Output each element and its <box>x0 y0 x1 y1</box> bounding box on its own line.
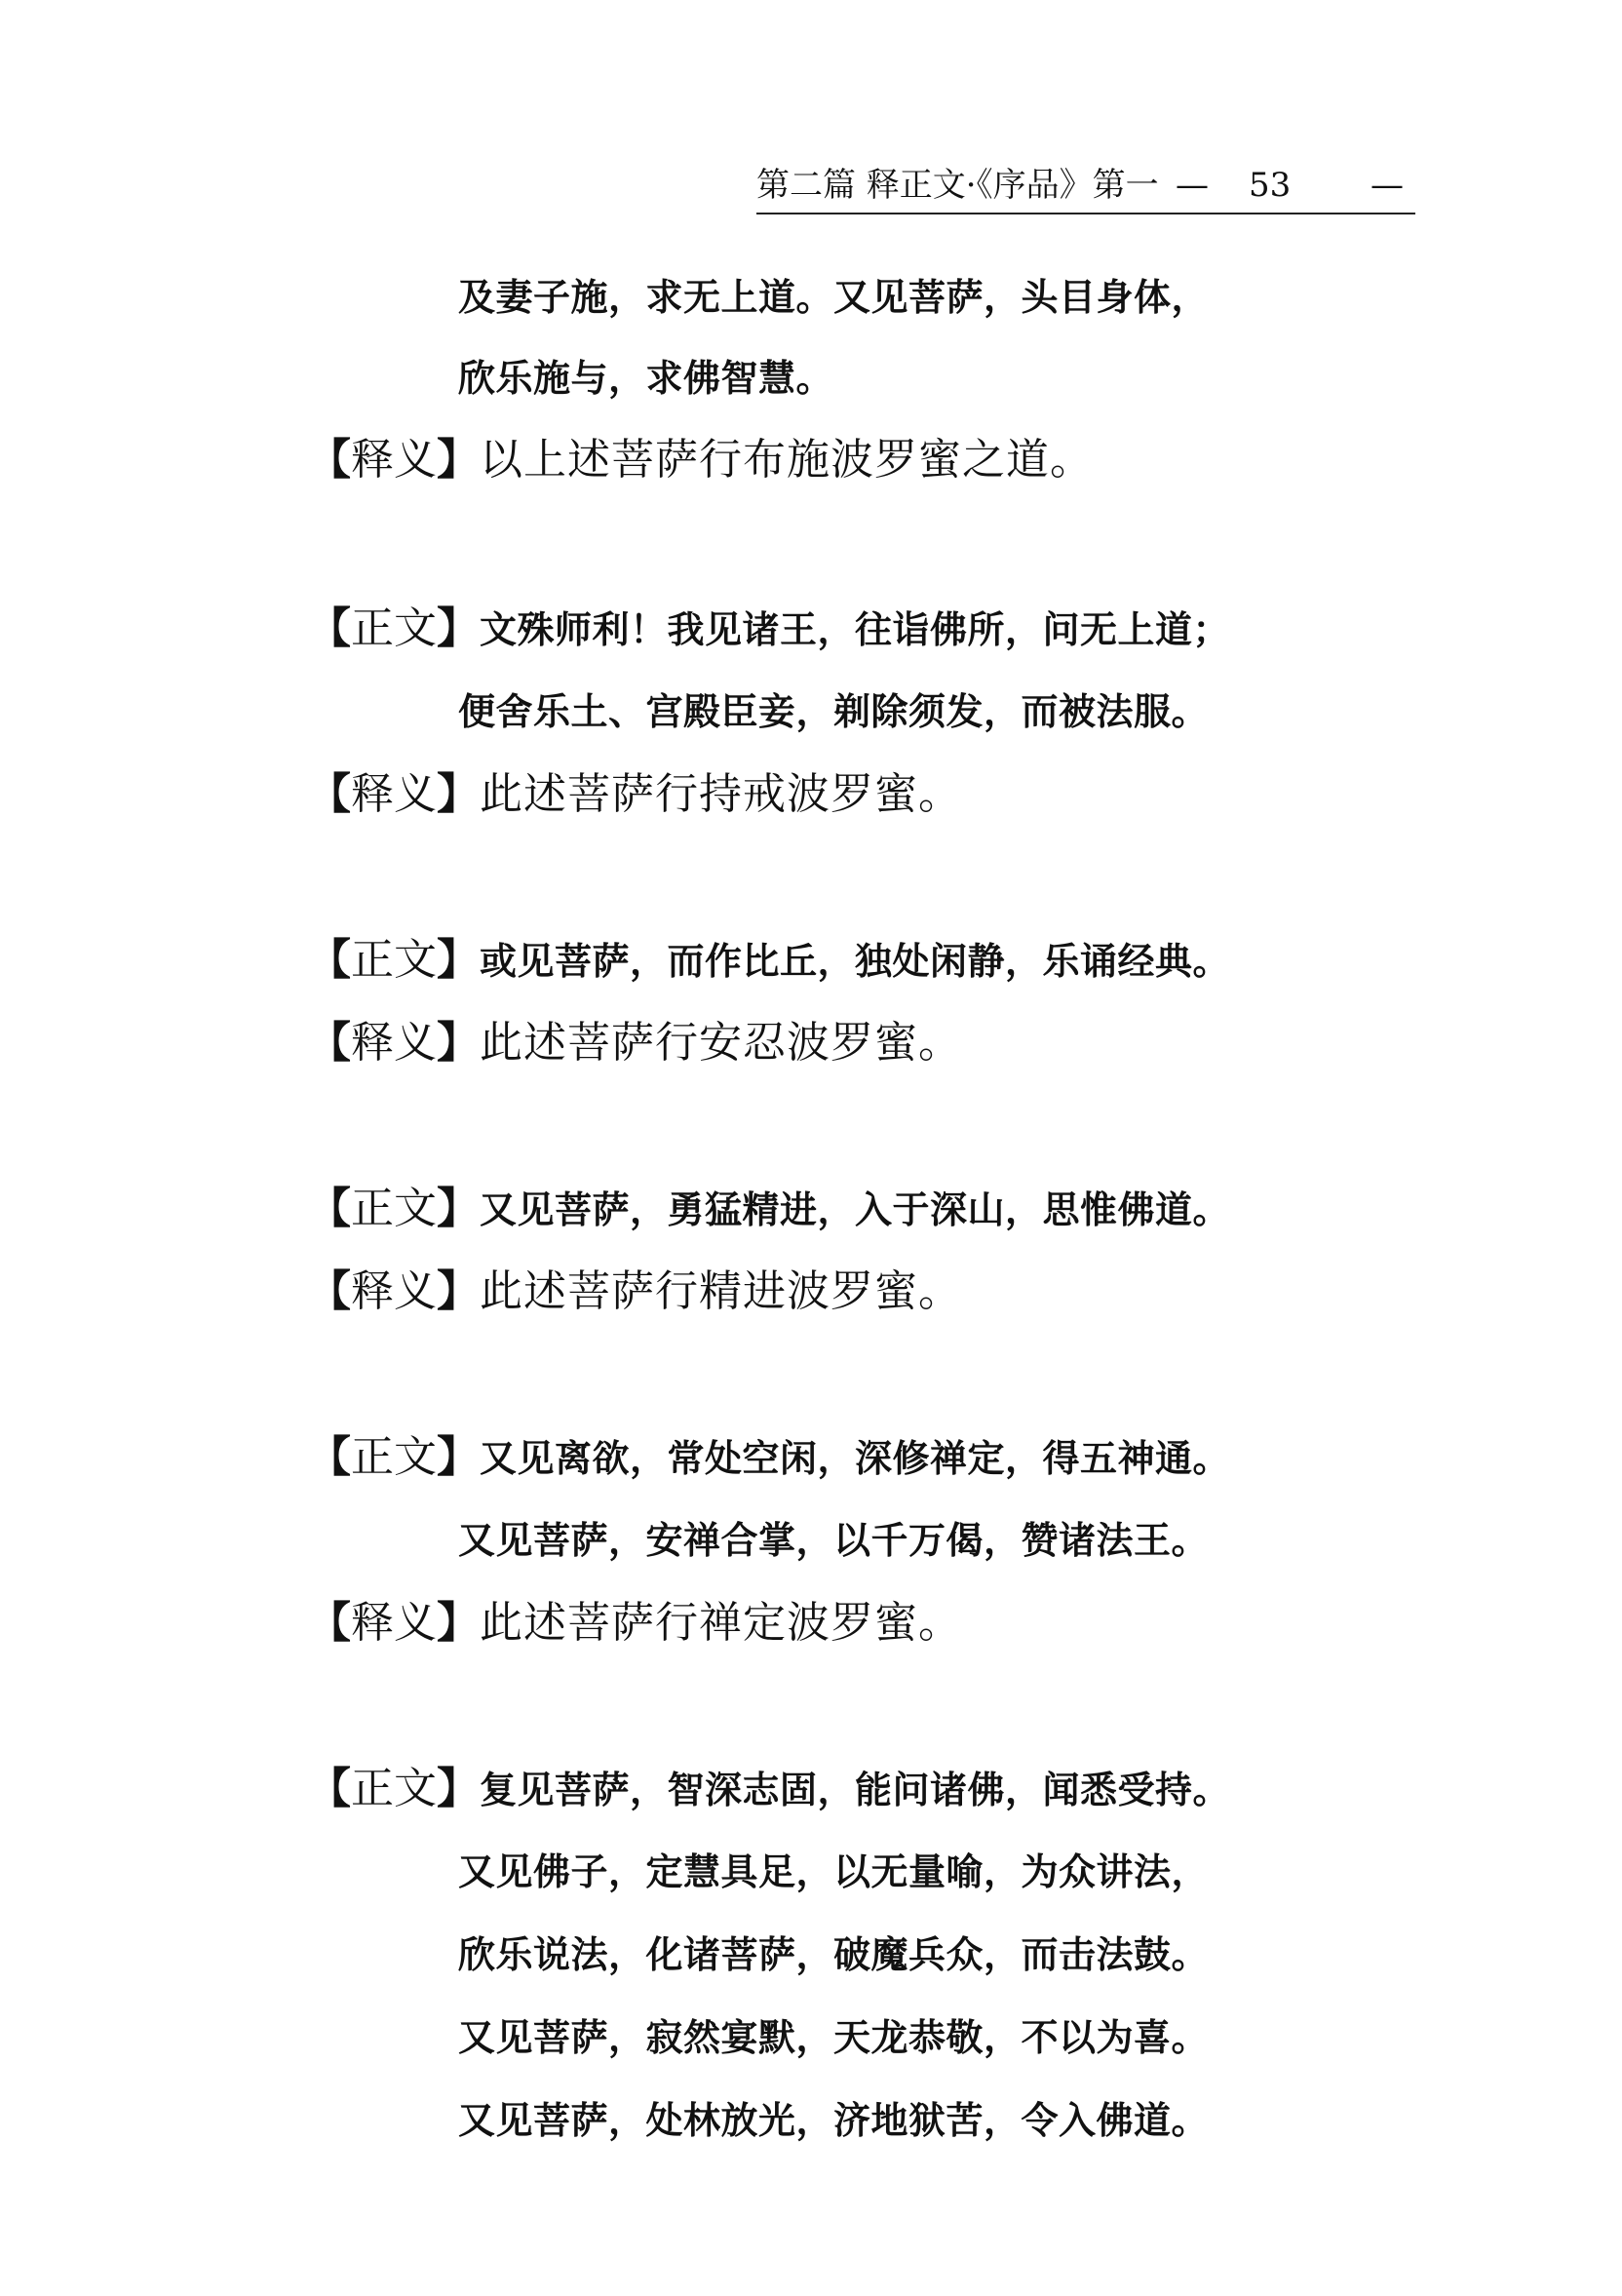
verse-line <box>458 682 1209 741</box>
zhengwen-label: 【正文】 <box>308 603 480 653</box>
commentary-text: 此述菩萨行持戒波罗蜜。 <box>480 769 962 819</box>
commentary-line <box>308 431 1094 489</box>
zhengwen-label: 【正文】 <box>308 1432 480 1482</box>
header-title: 第二篇 释正文·《序品》第一 <box>756 166 1159 205</box>
scripture-text: 又见菩萨，勇猛精进，入于深山，思惟佛道。 <box>480 1188 1231 1231</box>
header-dash-left: — <box>1176 166 1209 205</box>
verse-text: 便舍乐土、宫殿臣妾，剃除须发，而被法服。 <box>458 690 1210 733</box>
verse-text: 欣乐说法，化诸菩萨，破魔兵众，而击法鼓。 <box>458 1933 1210 1976</box>
scripture-text: 复见菩萨，智深志固，能问诸佛，闻悉受持。 <box>480 1769 1231 1811</box>
scripture-line <box>308 1760 1230 1818</box>
verse-text: 又见菩萨，安禅合掌，以千万偈，赞诸法王。 <box>458 1519 1210 1562</box>
commentary-text: 此述菩萨行禅定波罗蜜。 <box>480 1598 962 1648</box>
commentary-line <box>308 1014 962 1072</box>
commentary-line <box>308 1594 962 1653</box>
scripture-line <box>308 600 1230 658</box>
zhengwen-label: 【正文】 <box>308 1184 480 1233</box>
zhengwen-label: 【正文】 <box>308 935 480 985</box>
commentary-text: 此述菩萨行精进波罗蜜。 <box>480 1266 962 1316</box>
commentary-line <box>308 765 962 824</box>
verse-line <box>458 2008 1209 2067</box>
shiyi-label: 【释义】 <box>308 1598 480 1648</box>
running-header <box>756 164 1415 214</box>
verse-text: 欣乐施与，求佛智慧。 <box>458 357 834 400</box>
verse-line <box>458 1926 1209 1984</box>
commentary-text: 此述菩萨行安忍波罗蜜。 <box>480 1018 962 1068</box>
verse-line <box>458 1511 1209 1570</box>
shiyi-label: 【释义】 <box>308 435 480 485</box>
verse-line <box>458 268 1209 327</box>
zhengwen-label: 【正文】 <box>308 1764 480 1813</box>
verse-text: 又见菩萨，寂然宴默，天龙恭敬，不以为喜。 <box>458 2016 1210 2059</box>
scripture-text: 又见离欲，常处空闲，深修禅定，得五神通。 <box>480 1437 1231 1480</box>
scripture-line <box>308 931 1230 990</box>
scripture-text: 或见菩萨，而作比丘，独处闲静，乐诵经典。 <box>480 940 1231 983</box>
header-dash-right: — <box>1371 166 1404 205</box>
page-number: 53 <box>1249 166 1292 205</box>
verse-line <box>458 349 833 408</box>
verse-line <box>458 1843 1209 1901</box>
shiyi-label: 【释义】 <box>308 1018 480 1068</box>
scripture-line <box>308 1180 1230 1238</box>
scripture-text: 文殊师利！我见诸王，往诣佛所，问无上道； <box>480 608 1231 651</box>
verse-text: 又见菩萨，处林放光，济地狱苦，令入佛道。 <box>458 2099 1210 2142</box>
scripture-line <box>308 1428 1230 1487</box>
commentary-text: 以上述菩萨行布施波罗蜜之道。 <box>480 435 1094 485</box>
verse-line <box>458 2091 1209 2150</box>
commentary-line <box>308 1263 962 1321</box>
shiyi-label: 【释义】 <box>308 1266 480 1316</box>
verse-text: 及妻子施，求无上道。又见菩萨，头目身体， <box>458 276 1210 319</box>
verse-text: 又见佛子，定慧具足，以无量喻，为众讲法， <box>458 1850 1210 1893</box>
shiyi-label: 【释义】 <box>308 769 480 819</box>
